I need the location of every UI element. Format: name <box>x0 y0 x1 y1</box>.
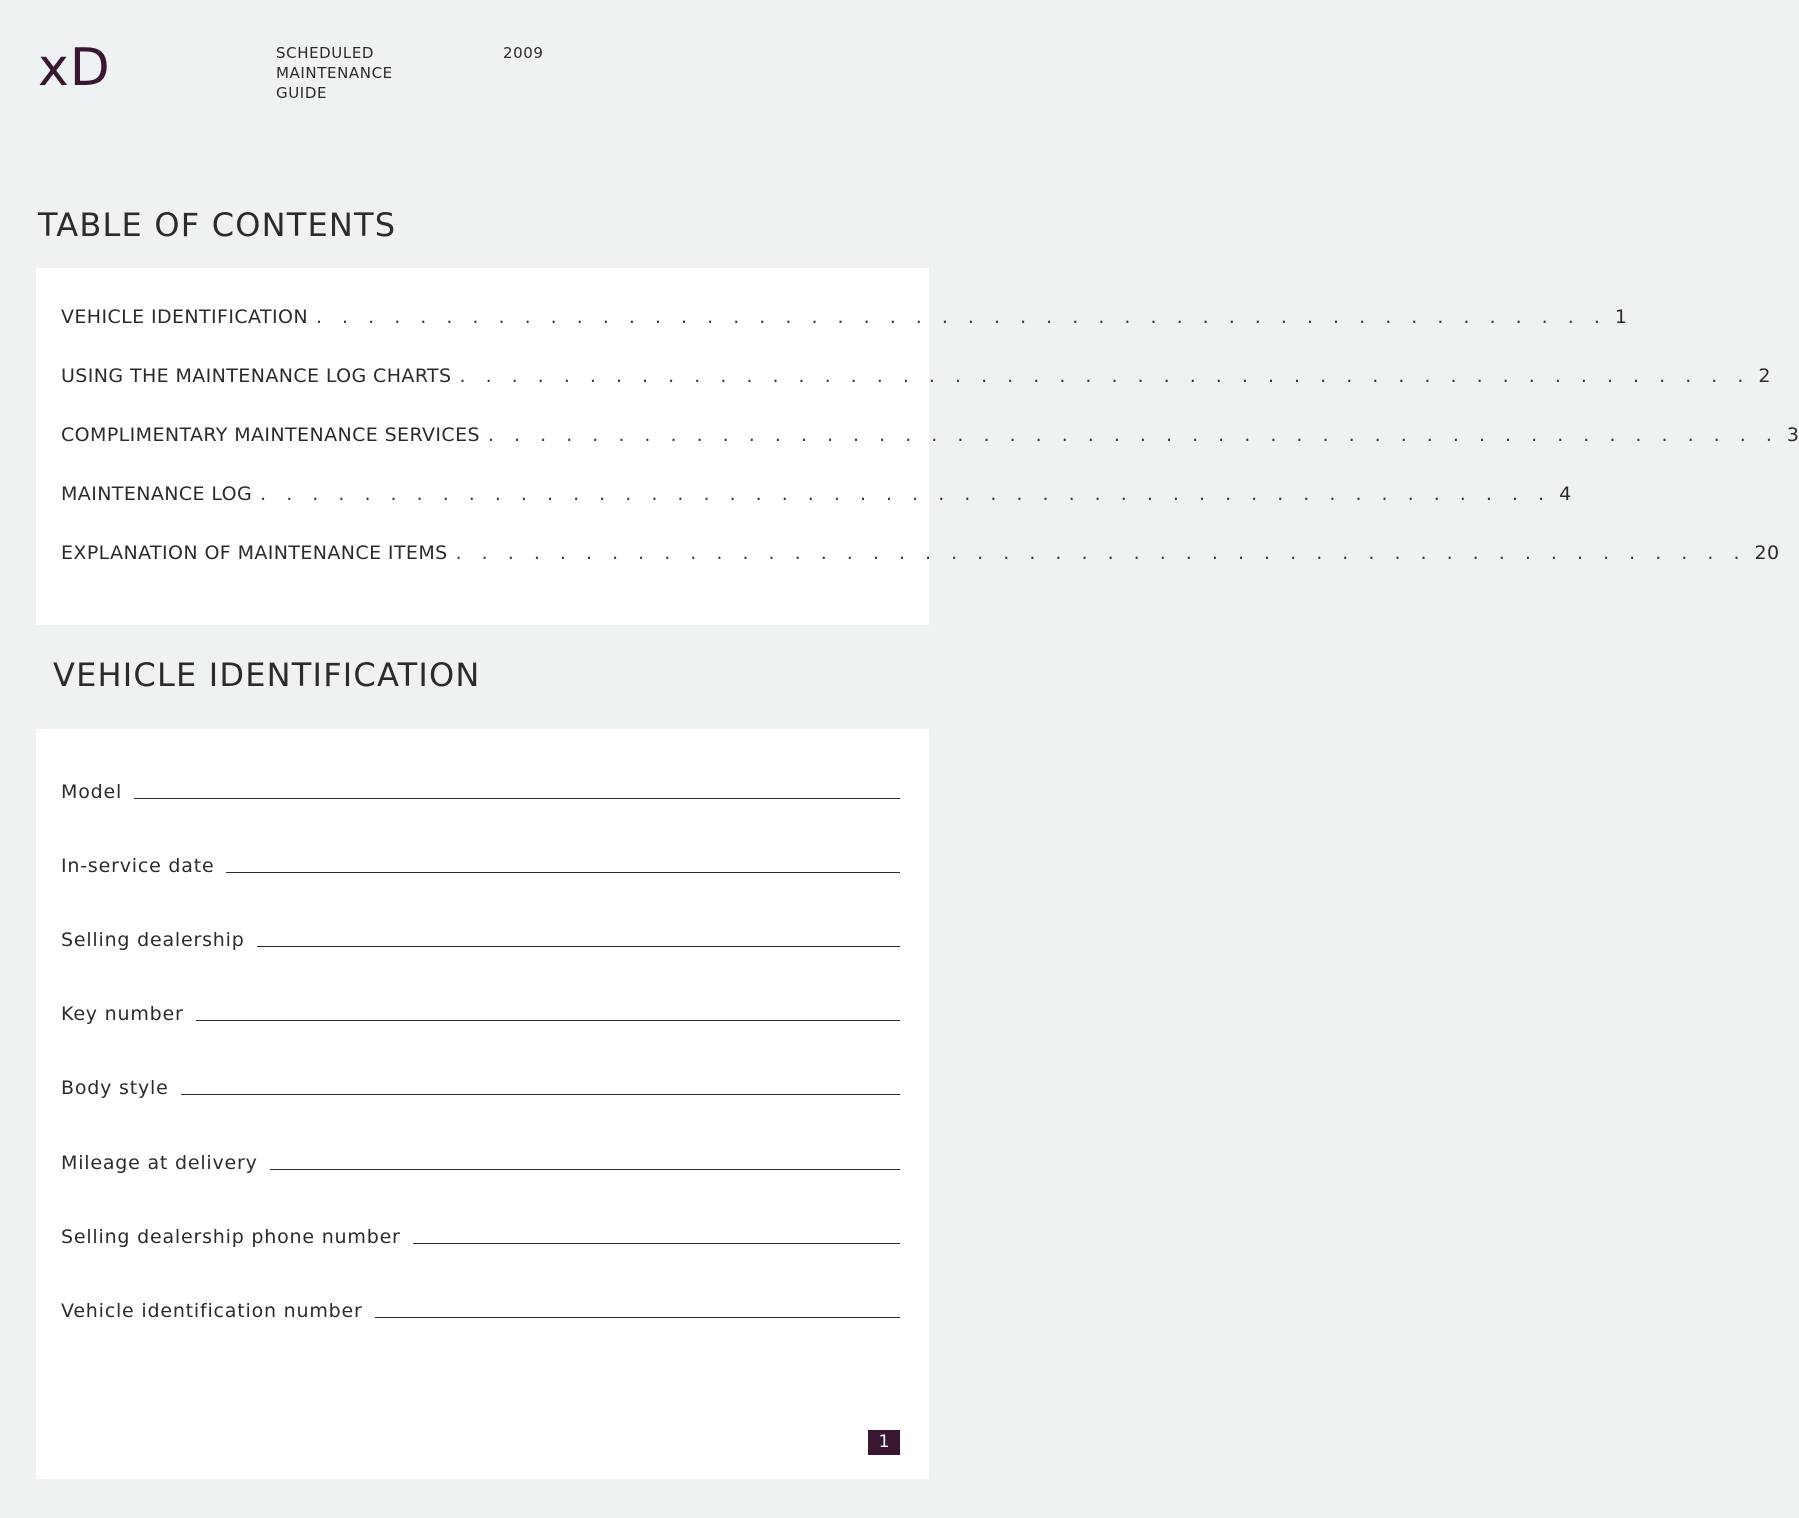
field-label: Key number <box>61 1003 184 1025</box>
fill-in-line[interactable] <box>375 1317 900 1318</box>
fill-in-line[interactable] <box>134 798 900 799</box>
field-label: Body style <box>61 1077 169 1099</box>
xd-logo: xD <box>38 38 111 98</box>
guide-title-line-3: GUIDE <box>276 84 328 102</box>
page-number-badge: 1 <box>868 1430 900 1455</box>
guide-title-line-1: SCHEDULED <box>276 44 375 62</box>
toc-leader-dots: . . . . . . . . . . . . . . . . . . . . . . . . . . . . . . . . . . . . . . . . . . . . . . . . . . <box>487 424 1779 446</box>
field-model <box>61 781 900 803</box>
toc-entry-label: EXPLANATION OF MAINTENANCE ITEMS <box>61 542 448 564</box>
toc-entry[interactable] <box>61 424 1799 446</box>
fill-in-line[interactable] <box>226 872 900 873</box>
guide-year: 2009 <box>503 44 544 62</box>
field-mileage-at-delivery <box>61 1152 900 1174</box>
field-body-style <box>61 1077 900 1099</box>
fill-in-line[interactable] <box>257 946 900 947</box>
fill-in-line[interactable] <box>181 1094 900 1095</box>
toc-entry-page: 2 <box>1758 365 1771 387</box>
field-vin <box>61 1300 900 1322</box>
toc-entry[interactable] <box>61 542 1780 564</box>
toc-entry-label: VEHICLE IDENTIFICATION <box>61 306 308 328</box>
field-label: Selling dealership <box>61 929 245 951</box>
field-label: Selling dealership phone number <box>61 1226 401 1248</box>
toc-entry-label: MAINTENANCE LOG <box>61 483 253 505</box>
toc-entry[interactable] <box>61 306 1628 328</box>
field-in-service-date <box>61 855 900 877</box>
guide-title <box>276 43 393 103</box>
toc-entry[interactable] <box>61 365 1771 387</box>
toc-entry-page: 20 <box>1754 542 1780 564</box>
toc-entry-page: 1 <box>1614 306 1628 328</box>
fill-in-line[interactable] <box>270 1169 900 1170</box>
field-key-number <box>61 1003 900 1025</box>
field-label: Mileage at delivery <box>61 1152 258 1174</box>
toc-leader-dots: . . . . . . . . . . . . . . . . . . . . . . . . . . . . . . . . . . . . . . . . . . . . . . . . . . <box>455 542 1747 564</box>
toc-leader-dots: . . . . . . . . . . . . . . . . . . . . . . . . . . . . . . . . . . . . . . . . . . . . . . . . . . <box>459 365 1751 387</box>
field-label: Model <box>61 781 123 803</box>
fill-in-line[interactable] <box>413 1243 900 1244</box>
guide-title-line-2: MAINTENANCE <box>276 64 393 82</box>
toc-leader-dots: . . . . . . . . . . . . . . . . . . . . . . . . . . . . . . . . . . . . . . . . . . . . . . . . . . <box>315 306 1607 328</box>
fill-in-line[interactable] <box>196 1020 900 1021</box>
toc-entry-page: 3 <box>1786 424 1799 446</box>
vehicle-identification-heading: VEHICLE IDENTIFICATION <box>53 656 481 694</box>
field-label: In-service date <box>61 855 215 877</box>
field-dealership-phone <box>61 1226 900 1248</box>
toc-panel <box>36 268 1799 625</box>
field-label: Vehicle identification number <box>61 1300 363 1322</box>
toc-entry-label: COMPLIMENTARY MAINTENANCE SERVICES <box>61 424 480 446</box>
vehicle-identification-panel <box>36 729 929 1479</box>
toc-entry[interactable] <box>61 483 1572 505</box>
toc-entry-label: USING THE MAINTENANCE LOG CHARTS <box>61 365 452 387</box>
toc-leader-dots: . . . . . . . . . . . . . . . . . . . . . . . . . . . . . . . . . . . . . . . . . . . . . . . . . . <box>260 483 1552 505</box>
field-selling-dealership <box>61 929 900 951</box>
toc-heading: TABLE OF CONTENTS <box>38 206 397 244</box>
toc-entry-page: 4 <box>1559 483 1572 505</box>
